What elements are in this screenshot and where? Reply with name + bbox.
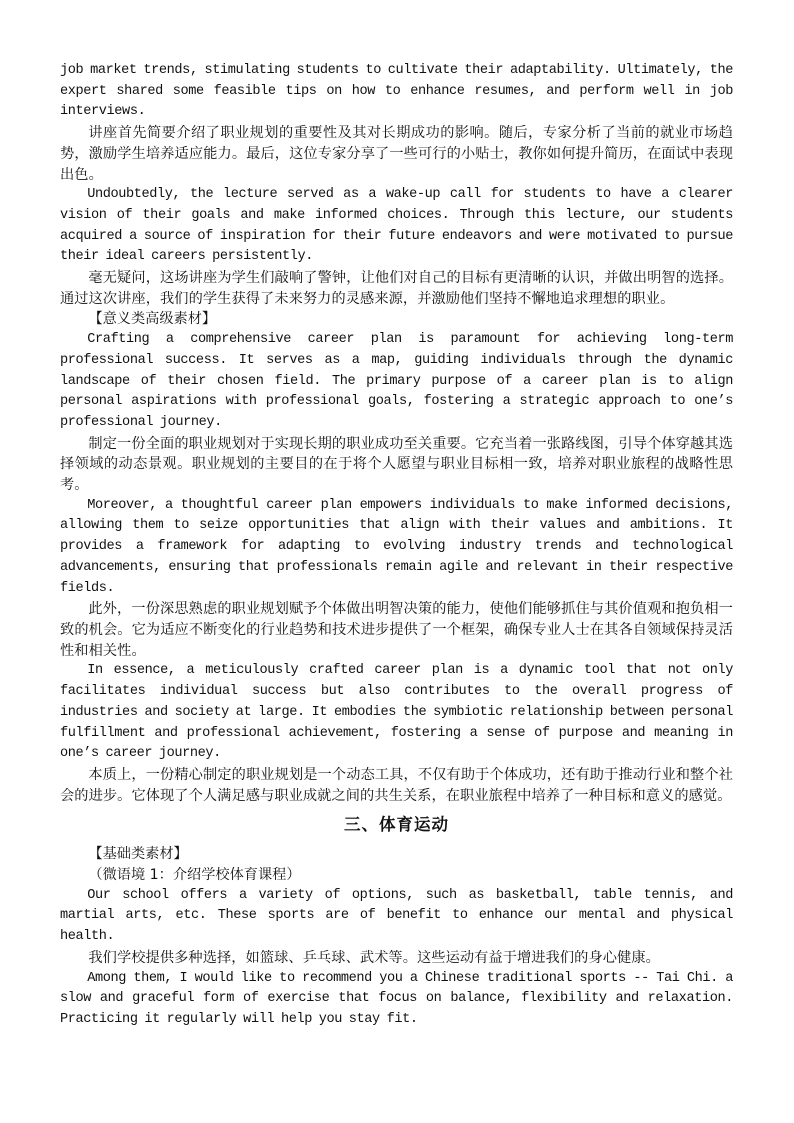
- paragraph-career-essence-zh: 本质上，一份精心制定的职业规划是一个动态工具，不仅有助于个体成功，还有助于推动行业和整个社会的进步。它体现了个人满足感与职业成就之间的共生关系，在职业旅程中培养了一种目标和意义的感觉。: [60, 766, 733, 804]
- paragraph-lecture-summary-en: job market trends, stimulating students to cultivate their adaptability. Ultimately, the expert shared some feasible tips on how to enhance resumes, and perform well in job interviews.: [60, 63, 733, 120]
- micro-context-label: （微语境 1：介绍学校体育课程）: [88, 867, 301, 884]
- document-page: [60, 61, 733, 1031]
- paragraph-school-sports-en: Our school offers a variety of options, such as basketball, table tennis, and martial arts, etc. These sports are of benefit to enhance our mental and physical health.: [60, 887, 733, 945]
- paragraph-career-essence-en: In essence, a meticulously crafted career plan is a dynamic tool that not only facilitates individual success but also contributes to the overall progress of industries and society at large. It embodies the symbiotic relationship between personal fulfillment and professional achievement, fostering a sense of purpose and meaning in one’s career journey.: [60, 663, 733, 762]
- material-tag-basic: 【基础类素材】: [88, 846, 188, 863]
- paragraph-lecture-summary-zh: 讲座首先简要介绍了职业规划的重要性及其对长期成功的影响。随后，专家分析了当前的就业市场趋势，激励学生培养适应能力。最后，这位专家分享了一些可行的小贴士，教你如何提升简历，在面试中表现出色。: [60, 125, 733, 183]
- paragraph-career-plan-zh: 制定一份全面的职业规划对于实现长期的职业成功至关重要。它充当着一张路线图，引导个体穿越其选择领域的动态景观。职业规划的主要目的在于将个人愿望与职业目标相一致，培养对职业旅程的战略性思考。: [60, 435, 733, 494]
- paragraph-school-sports-zh: 我们学校提供多种选择，如篮球、乒乓球、武术等。这些运动有益于增进我们的身心健康。: [88, 949, 660, 966]
- section-heading-sports: 三、体育运动: [344, 815, 449, 835]
- paragraph-lecture-impact-zh: 毫无疑问，这场讲座为学生们敲响了警钟，让他们对自己的目标有更清晰的认识，并做出明智的选择。通过这次讲座，我们的学生获得了未来努力的灵感来源，并激励他们坚持不懈地追求理想的职业。: [60, 270, 733, 307]
- paragraph-career-decisions-en: Moreover, a thoughtful career plan empowers individuals to make informed decisions, allowing them to seize opportunities that align with their values and ambitions. It provides a framework for adapting to evolving industry trends and technological advancements, ensuring that professionals remain agile and relevant in their respective fields.: [60, 497, 733, 596]
- paragraph-lecture-impact-en: Undoubtedly, the lecture served as a wake-up call for students to have a clearer vision of their goals and make informed choices. Through this lecture, our students acquired a source of inspiration for their future endeavors and were motivated to pursue their ideal careers persistently.: [60, 187, 733, 265]
- paragraph-career-decisions-zh: 此外，一份深思熟虑的职业规划赋予个体做出明智决策的能力，使他们能够抓住与其价值观和抱负相一致的机会。它为适应不断变化的行业趋势和技术进步提供了一个框架，确保专业人士在其各自领域保持灵活性和相关性。: [60, 601, 733, 659]
- paragraph-tai-chi-en: Among them, I would like to recommend you a Chinese traditional sports -- Tai Chi. a slow and graceful form of exercise that focus on balance, flexibility and relaxation. Practicing it regularly will help you stay fit.: [60, 970, 733, 1027]
- material-tag-meaning: 【意义类高级素材】: [88, 311, 217, 328]
- paragraph-career-plan-en: Crafting a comprehensive career plan is paramount for achieving long-term professional success. It serves as a map, guiding individuals through the dynamic landscape of their chosen field. The primary purpose of a career plan is to align personal aspirations with professional goals, fostering a strategic approach to one’s professional journey.: [60, 332, 733, 430]
